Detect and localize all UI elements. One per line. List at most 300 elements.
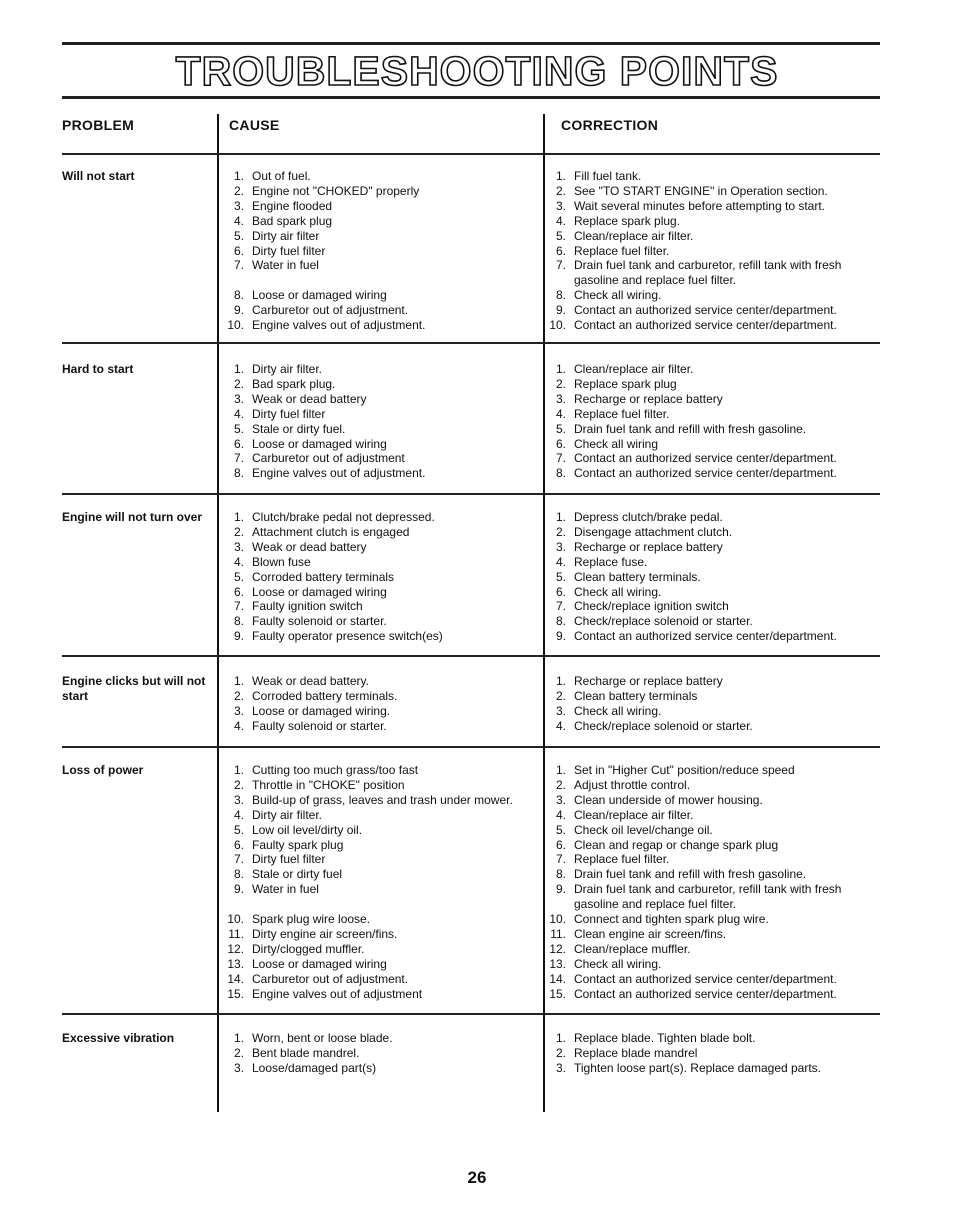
- item-number: 6.: [233, 584, 244, 599]
- cause-item: [226, 912, 536, 927]
- correction-item: [548, 258, 868, 288]
- cause-item: [226, 466, 536, 481]
- item-text: Loose or damaged wiring.: [252, 703, 391, 718]
- item-text: Cutting too much grass/too fast: [252, 763, 419, 777]
- cause-item: [226, 763, 536, 778]
- correction-item: [548, 362, 868, 377]
- cause-item: [226, 629, 536, 644]
- item-text: Corroded battery terminals: [252, 569, 395, 584]
- item-text: Carburetor out of adjustment.: [252, 303, 409, 318]
- cause-item: [226, 852, 536, 867]
- item-number: 1.: [233, 362, 244, 376]
- item-text: Contact an authorized service center/department.: [574, 466, 837, 481]
- item-number: 1.: [233, 169, 244, 183]
- item-text: Clean/replace air filter.: [574, 807, 694, 822]
- correction-item: [548, 466, 868, 481]
- correction-header: CORRECTION: [561, 117, 659, 133]
- item-number: 8.: [555, 466, 566, 481]
- item-number: 5.: [555, 228, 566, 243]
- item-number: 5.: [555, 569, 566, 584]
- correction-list: [548, 510, 868, 644]
- item-number: 2.: [233, 688, 244, 703]
- correction-item: [548, 392, 868, 407]
- item-number: 2.: [555, 1045, 566, 1060]
- page-number: 26: [467, 1168, 487, 1187]
- item-text: Adjust throttle control.: [574, 777, 691, 792]
- cause-item: [226, 199, 536, 214]
- item-text: Corroded battery terminals.: [252, 688, 398, 703]
- item-text: See "TO START ENGINE" in Operation section.: [574, 183, 828, 198]
- item-number: 1.: [555, 169, 566, 183]
- item-text: Dirty fuel filter: [252, 852, 326, 867]
- item-text: Replace spark plug: [574, 376, 677, 391]
- item-number: 4.: [233, 807, 244, 822]
- cause-list: [226, 362, 536, 481]
- item-number: 7.: [233, 451, 244, 466]
- cause-item: [226, 1046, 536, 1061]
- item-text: Dirty fuel filter: [252, 243, 326, 258]
- item-text: Faulty spark plug: [252, 837, 344, 852]
- cause-item: [226, 674, 536, 689]
- cause-item: [226, 540, 536, 555]
- item-text: Recharge or replace battery: [574, 391, 723, 406]
- item-number: 8.: [233, 867, 244, 882]
- cause-item: [226, 258, 536, 273]
- item-number: 7.: [555, 451, 566, 466]
- item-number: 1.: [233, 674, 244, 688]
- item-text: Loose/damaged part(s): [252, 1060, 377, 1075]
- item-number: 15.: [549, 986, 566, 1001]
- item-text: Out of fuel.: [252, 169, 311, 183]
- cause-item: [226, 273, 536, 288]
- cause-item: [226, 942, 536, 957]
- cause-item: [226, 614, 536, 629]
- cause-item: [226, 585, 536, 600]
- cause-item: [226, 570, 536, 585]
- item-text: Check all wiring.: [574, 288, 662, 303]
- correction-item: [548, 882, 868, 912]
- item-number: 6.: [555, 584, 566, 599]
- item-text: Fill fuel tank.: [574, 169, 642, 183]
- section-divider: [62, 342, 880, 344]
- correction-item: [548, 987, 868, 1002]
- item-text: Replace fuel filter.: [574, 852, 670, 867]
- item-text: Faulty ignition switch: [252, 599, 363, 614]
- item-number: 1.: [555, 763, 566, 777]
- item-text: Clean and regap or change spark plug: [574, 837, 779, 852]
- item-text: Check all wiring: [574, 436, 659, 451]
- item-number: 4.: [233, 554, 244, 569]
- cause-item: [226, 362, 536, 377]
- item-text: Contact an authorized service center/department.: [574, 318, 837, 333]
- column-divider-left: [217, 114, 219, 1112]
- correction-item: [548, 510, 868, 525]
- item-number: 3.: [233, 792, 244, 807]
- cause-item: [226, 303, 536, 318]
- correction-item: [548, 407, 868, 422]
- correction-list: [548, 1031, 868, 1076]
- correction-item: [548, 614, 868, 629]
- item-text: Depress clutch/brake pedal.: [574, 510, 723, 524]
- cause-item: [226, 778, 536, 793]
- item-text: Replace fuel filter.: [574, 243, 670, 258]
- item-number: 4.: [555, 406, 566, 421]
- item-text: Contact an authorized service center/department.: [574, 303, 837, 318]
- item-number: 7.: [555, 258, 566, 273]
- item-number: 1.: [233, 510, 244, 524]
- item-text: Throttle in "CHOKE" position: [252, 777, 405, 792]
- item-text: Clean engine air screen/fins.: [574, 926, 727, 941]
- item-text: Check all wiring.: [574, 584, 662, 599]
- item-number: 15.: [227, 986, 244, 1001]
- item-text: Faulty solenoid or starter.: [252, 718, 387, 733]
- correction-item: [548, 912, 868, 927]
- item-text: Replace blade. Tighten blade bolt.: [574, 1031, 756, 1045]
- header-rule: [62, 153, 880, 155]
- item-text: Loose or damaged wiring: [252, 584, 387, 599]
- item-text: Faulty solenoid or starter.: [252, 614, 387, 629]
- problem-header: PROBLEM: [62, 117, 135, 133]
- correction-list: [548, 763, 868, 1002]
- item-text: Dirty/clogged muffler.: [252, 941, 365, 956]
- item-number: 9.: [233, 303, 244, 318]
- item-number: 8.: [555, 288, 566, 303]
- item-text: Contact an authorized service center/department.: [574, 451, 837, 466]
- cause-item: [226, 422, 536, 437]
- item-number: 3.: [233, 391, 244, 406]
- correction-item: [548, 422, 868, 437]
- cause-item: [226, 377, 536, 392]
- correction-item: [548, 763, 868, 778]
- item-text: Replace fuel filter.: [574, 406, 670, 421]
- correction-item: [548, 229, 868, 244]
- item-number: 2.: [555, 688, 566, 703]
- item-number: 6.: [555, 243, 566, 258]
- item-number: 3.: [555, 391, 566, 406]
- item-number: 4.: [555, 718, 566, 733]
- cause-item: [226, 318, 536, 333]
- item-text: Engine flooded: [252, 198, 333, 213]
- item-number: 5.: [233, 822, 244, 837]
- item-number: 6.: [555, 837, 566, 852]
- item-number: 6.: [233, 243, 244, 258]
- item-text: Engine not "CHOKED" properly: [252, 183, 420, 198]
- correction-item: [548, 793, 868, 808]
- section-divider: [62, 655, 880, 657]
- section-divider: [62, 493, 880, 495]
- item-text: Contact an authorized service center/department.: [574, 971, 837, 986]
- correction-item: [548, 1046, 868, 1061]
- correction-item: [548, 555, 868, 570]
- problem-label: Engine will not turn over: [62, 510, 203, 524]
- correction-item: [548, 585, 868, 600]
- cause-item: [226, 555, 536, 570]
- problem-label: Engine clicks but will not start: [62, 674, 206, 703]
- item-number: 1.: [233, 763, 244, 777]
- correction-item: [548, 957, 868, 972]
- item-text: Stale or dirty fuel: [252, 867, 343, 882]
- item-text: Weak or dead battery: [252, 391, 367, 406]
- item-number: 5.: [555, 421, 566, 436]
- item-text: Dirty air filter: [252, 228, 320, 243]
- item-number: 3.: [233, 539, 244, 554]
- item-number: 8.: [555, 614, 566, 629]
- item-text: Stale or dirty fuel.: [252, 421, 346, 436]
- item-text: Replace blade mandrel: [574, 1045, 698, 1060]
- item-text: Build-up of grass, leaves and trash under mower.: [252, 792, 513, 807]
- correction-item: [548, 808, 868, 823]
- correction-item: [548, 838, 868, 853]
- item-text: Low oil level/dirty oil.: [252, 822, 363, 837]
- correction-item: [548, 169, 868, 184]
- item-text: Dirty fuel filter: [252, 406, 326, 421]
- item-number: 10.: [549, 912, 566, 927]
- item-number: 2.: [233, 524, 244, 539]
- item-text: Contact an authorized service center/department.: [574, 986, 837, 1001]
- item-text: Disengage attachment clutch.: [574, 524, 733, 539]
- item-number: 5.: [555, 822, 566, 837]
- correction-item: [548, 599, 868, 614]
- item-number: 2.: [555, 524, 566, 539]
- item-text: Clean battery terminals: [574, 688, 698, 703]
- item-number: 8.: [233, 466, 244, 481]
- item-number: 3.: [233, 703, 244, 718]
- item-number: 3.: [555, 703, 566, 718]
- correction-item: [548, 437, 868, 452]
- correction-item: [548, 674, 868, 689]
- cause-item: [226, 689, 536, 704]
- cause-item: [226, 510, 536, 525]
- item-text: Recharge or replace battery: [574, 674, 723, 688]
- cause-item: [226, 823, 536, 838]
- cause-item: [226, 229, 536, 244]
- cause-item: [226, 451, 536, 466]
- correction-item: [548, 942, 868, 957]
- cause-item: [226, 437, 536, 452]
- item-number: 4.: [555, 554, 566, 569]
- item-text: Check/replace solenoid or starter.: [574, 614, 753, 629]
- item-text: Clean/replace air filter.: [574, 362, 694, 376]
- item-number: 4.: [233, 718, 244, 733]
- item-text: Check all wiring.: [574, 703, 662, 718]
- cause-item: [226, 719, 536, 734]
- correction-item: [548, 1031, 868, 1046]
- cause-item: [226, 288, 536, 303]
- item-number: 14.: [549, 971, 566, 986]
- correction-item: [548, 214, 868, 229]
- item-text: Check oil level/change oil.: [574, 822, 713, 837]
- cause-item: [226, 972, 536, 987]
- item-text: Replace spark plug.: [574, 213, 681, 228]
- item-text: Check/replace ignition switch: [574, 599, 729, 614]
- item-text: Wait several minutes before attempting to start.: [574, 198, 825, 213]
- item-text: Check/replace solenoid or starter.: [574, 718, 753, 733]
- item-number: 1.: [233, 1031, 244, 1045]
- correction-item: [548, 852, 868, 867]
- item-number: 9.: [233, 882, 244, 897]
- cause-header: CAUSE: [229, 117, 280, 133]
- item-text: Dirty air filter.: [252, 807, 323, 822]
- item-number: 4.: [555, 213, 566, 228]
- item-number: 13.: [227, 956, 244, 971]
- cause-item: [226, 867, 536, 882]
- item-text: Drain fuel tank and refill with fresh gasoline.: [574, 867, 807, 882]
- item-text: Attachment clutch is engaged: [252, 524, 410, 539]
- cause-item: [226, 882, 536, 897]
- item-number: 1.: [555, 362, 566, 376]
- page-title: TROUBLESHOOTING POINTS: [175, 48, 779, 94]
- problem-label: Will not start: [62, 169, 135, 183]
- item-text: Clean/replace muffler.: [574, 941, 691, 956]
- item-number: 4.: [555, 807, 566, 822]
- item-number: 12.: [549, 941, 566, 956]
- item-text: Carburetor out of adjustment.: [252, 971, 409, 986]
- item-number: 8.: [233, 288, 244, 303]
- item-text: Clean battery terminals.: [574, 569, 701, 584]
- item-text: Check all wiring.: [574, 956, 662, 971]
- item-text: Carburetor out of adjustment: [252, 451, 405, 466]
- correction-item: [548, 184, 868, 199]
- item-number: 9.: [555, 882, 566, 897]
- item-text: Blown fuse: [252, 554, 311, 569]
- item-number: 8.: [233, 614, 244, 629]
- item-text: Loose or damaged wiring: [252, 436, 387, 451]
- item-text: Set in "Higher Cut" position/reduce speed: [574, 763, 795, 777]
- item-number: 2.: [233, 1045, 244, 1060]
- item-number: 10.: [549, 318, 566, 333]
- cause-item: [226, 838, 536, 853]
- section-divider: [62, 1013, 880, 1015]
- cause-item: [226, 927, 536, 942]
- cause-item: [226, 1031, 536, 1046]
- cause-item: [226, 808, 536, 823]
- correction-item: [548, 823, 868, 838]
- item-number: 5.: [233, 569, 244, 584]
- cause-item: [226, 184, 536, 199]
- cause-item: [226, 599, 536, 614]
- item-text: Water in fuel: [252, 258, 319, 273]
- cause-item: [226, 392, 536, 407]
- item-number: 6.: [233, 436, 244, 451]
- item-number: 6.: [233, 837, 244, 852]
- item-number: 3.: [555, 1060, 566, 1075]
- item-text: Water in fuel: [252, 882, 319, 897]
- item-text: Bad spark plug: [252, 213, 333, 228]
- cause-item: [226, 897, 536, 912]
- item-text: Faulty operator presence switch(es): [252, 629, 443, 644]
- correction-item: [548, 629, 868, 644]
- correction-item: [548, 689, 868, 704]
- cause-item: [226, 244, 536, 259]
- correction-item: [548, 927, 868, 942]
- cause-item: [226, 957, 536, 972]
- cause-list: [226, 169, 536, 333]
- item-text: Loose or damaged wiring: [252, 956, 387, 971]
- item-number: 11.: [228, 926, 244, 941]
- item-number: 2.: [233, 183, 244, 198]
- item-text: Clutch/brake pedal not depressed.: [252, 510, 435, 524]
- correction-item: [548, 570, 868, 585]
- item-number: 9.: [555, 303, 566, 318]
- item-number: 9.: [555, 629, 566, 644]
- item-number: 5.: [233, 421, 244, 436]
- item-text: Engine valves out of adjustment: [252, 986, 423, 1001]
- item-number: 1.: [555, 510, 566, 524]
- item-text: Replace fuse.: [574, 554, 648, 569]
- correction-list: [548, 169, 868, 333]
- item-text: Drain fuel tank and carburetor, refill tank with fresh gasoline and replace fuel filter.: [574, 882, 842, 912]
- column-divider-right: [543, 114, 545, 1112]
- item-number: 13.: [549, 956, 566, 971]
- cause-item: [226, 407, 536, 422]
- item-number: 5.: [233, 228, 244, 243]
- item-text: Weak or dead battery.: [252, 674, 369, 688]
- item-number: 2.: [555, 183, 566, 198]
- item-number: 11.: [550, 926, 566, 941]
- problem-label: Excessive vibration: [62, 1031, 175, 1045]
- item-number: 7.: [233, 852, 244, 867]
- correction-list: [548, 674, 868, 734]
- problem-label: Loss of power: [62, 763, 144, 777]
- item-text: Dirty air filter.: [252, 362, 323, 376]
- item-text: Spark plug wire loose.: [252, 912, 371, 927]
- item-text: Drain fuel tank and refill with fresh gasoline.: [574, 421, 807, 436]
- cause-list: [226, 1031, 536, 1076]
- item-number: 1.: [555, 1031, 566, 1045]
- correction-item: [548, 719, 868, 734]
- item-text: Bad spark plug.: [252, 376, 336, 391]
- item-number: 14.: [227, 971, 244, 986]
- correction-list: [548, 362, 868, 481]
- item-text: Connect and tighten spark plug wire.: [574, 912, 769, 927]
- item-number: 3.: [555, 198, 566, 213]
- item-text: Drain fuel tank and carburetor, refill tank with fresh gasoline and replace fuel filter.: [574, 258, 842, 288]
- correction-item: [548, 972, 868, 987]
- item-number: 3.: [555, 539, 566, 554]
- item-number: 10.: [227, 318, 244, 333]
- cause-list: [226, 763, 536, 1002]
- item-text: Clean/replace air filter.: [574, 228, 694, 243]
- item-number: 12.: [227, 941, 244, 956]
- item-text: Engine valves out of adjustment.: [252, 466, 426, 481]
- correction-item: [548, 778, 868, 793]
- item-text: Loose or damaged wiring: [252, 288, 387, 303]
- item-number: 3.: [555, 792, 566, 807]
- item-number: 6.: [555, 436, 566, 451]
- item-number: 2.: [555, 777, 566, 792]
- item-number: 4.: [233, 213, 244, 228]
- correction-item: [548, 451, 868, 466]
- item-text: Clean underside of mower housing.: [574, 792, 763, 807]
- item-number: 8.: [555, 867, 566, 882]
- item-number: 2.: [233, 376, 244, 391]
- correction-item: [548, 540, 868, 555]
- cause-item: [226, 169, 536, 184]
- problem-label: Hard to start: [62, 362, 134, 376]
- item-number: 7.: [555, 852, 566, 867]
- item-text: Dirty engine air screen/fins.: [252, 926, 398, 941]
- title-rule: [62, 96, 880, 99]
- cause-item: [226, 1061, 536, 1076]
- item-text: Bent blade mandrel.: [252, 1045, 360, 1060]
- item-number: 9.: [233, 629, 244, 644]
- correction-item: [548, 525, 868, 540]
- item-number: 4.: [233, 406, 244, 421]
- correction-item: [548, 244, 868, 259]
- item-text: Contact an authorized service center/department.: [574, 629, 837, 644]
- item-number: 1.: [555, 674, 566, 688]
- item-number: 3.: [233, 198, 244, 213]
